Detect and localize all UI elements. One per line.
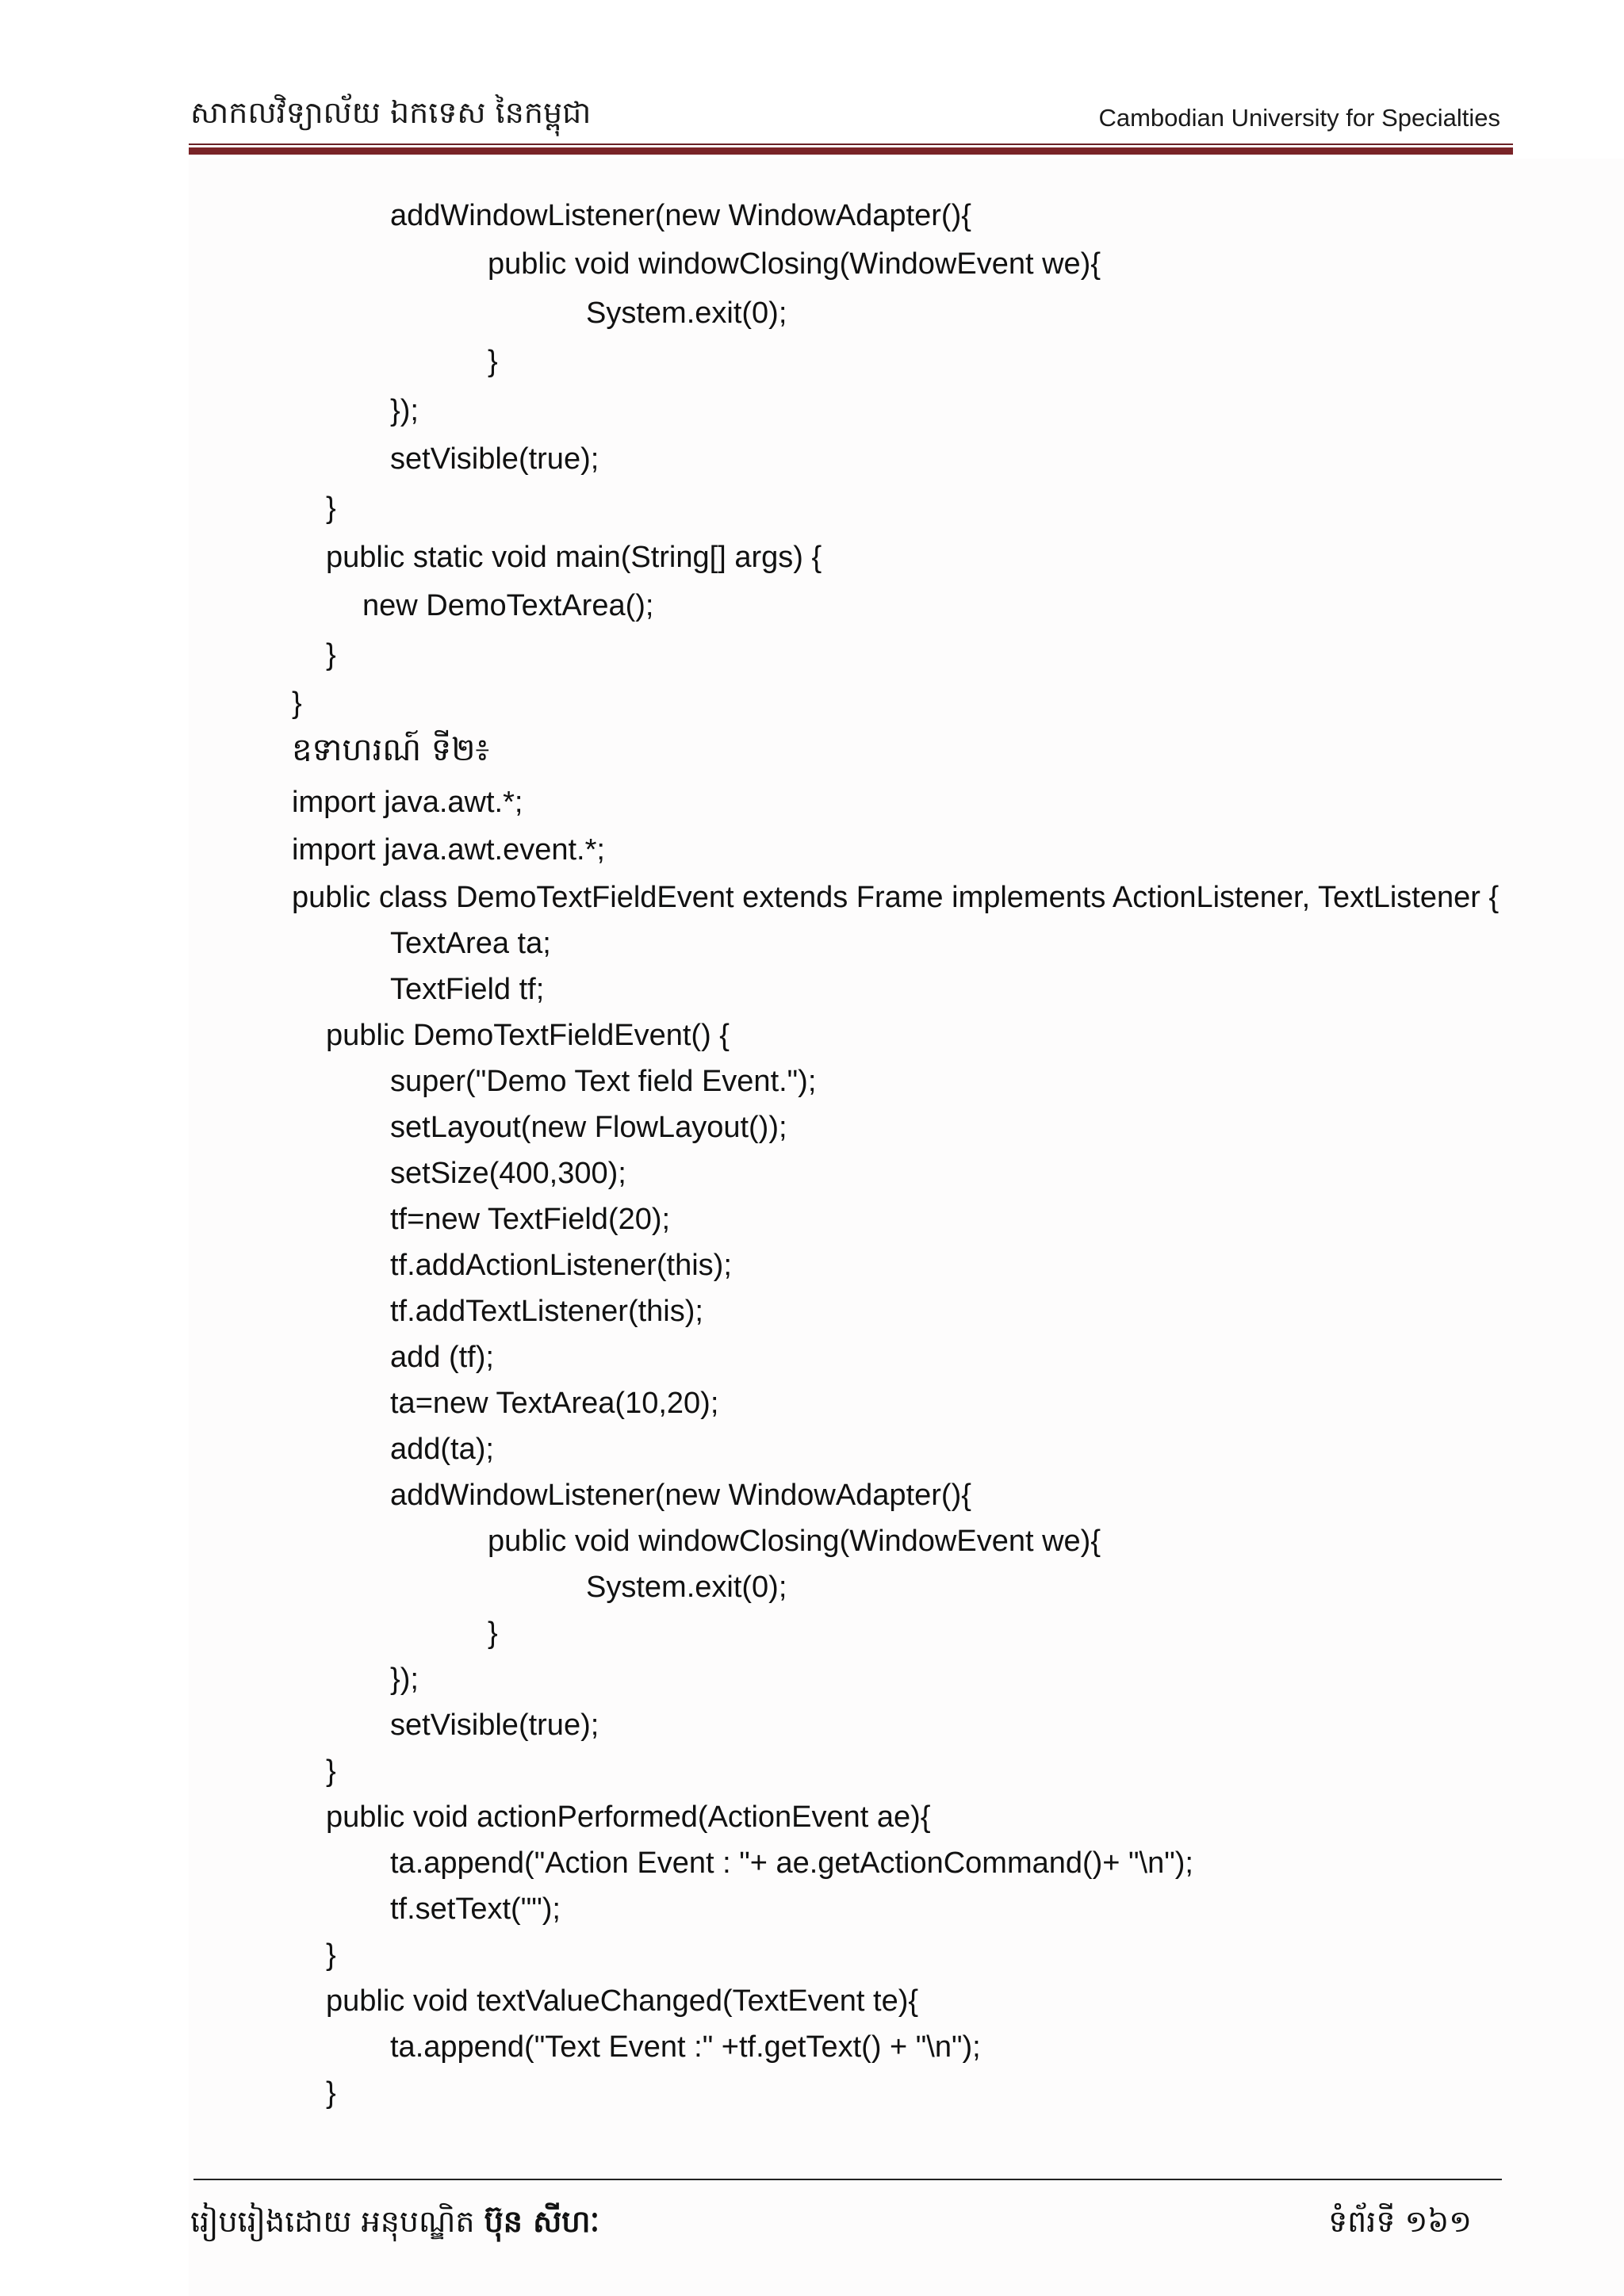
header-university-english: Cambodian University for Specialties <box>1098 104 1500 132</box>
code-line: ta=new TextArea(10,20); <box>390 1387 719 1420</box>
code-line: } <box>488 345 498 378</box>
code-line: setSize(400,300); <box>390 1157 626 1190</box>
code-line: tf.setText(""); <box>390 1892 561 1926</box>
code-line: } <box>488 1617 498 1650</box>
code-line: public void actionPerformed(ActionEvent ae){ <box>326 1800 931 1834</box>
footer-author-line <box>190 2202 599 2247</box>
example-heading: ឧទាហរណ៍ ទី២៖ <box>292 732 490 768</box>
code-line: tf.addActionListener(this); <box>390 1249 732 1282</box>
code-line: public class DemoTextFieldEvent extends Frame implements ActionListener, TextListener { <box>292 881 1500 914</box>
code-line: public void windowClosing(WindowEvent we){ <box>488 247 1101 281</box>
code-line: System.exit(0); <box>586 297 787 330</box>
code-line: setVisible(true); <box>390 442 599 476</box>
code-line: }); <box>390 1663 419 1696</box>
code-line: tf=new TextField(20); <box>390 1203 671 1236</box>
code-line: tf.addTextListener(this); <box>390 1295 703 1328</box>
code-line: } <box>326 492 336 525</box>
code-line: } <box>326 1938 336 1972</box>
code-line: add (tf); <box>390 1341 494 1374</box>
header-rule-thick <box>189 147 1513 155</box>
code-line: add(ta); <box>390 1433 494 1466</box>
header-rule-thin <box>189 144 1513 145</box>
code-line: ta.append("Text Event :" +tf.getText() + "\n"); <box>390 2030 981 2064</box>
code-line: TextField tf; <box>390 973 545 1006</box>
code-line: setVisible(true); <box>390 1709 599 1742</box>
code-line: System.exit(0); <box>586 1571 787 1604</box>
code-line: TextArea ta; <box>390 927 551 960</box>
footer-author-name: ប៊ុន សីហៈ <box>484 2204 600 2239</box>
code-line: } <box>326 2076 336 2110</box>
code-line: public void windowClosing(WindowEvent we){ <box>488 1525 1101 1558</box>
code-line: new DemoTextArea(); <box>362 589 654 622</box>
code-line: addWindowListener(new WindowAdapter(){ <box>390 199 971 232</box>
footer-prepared-by: រៀបរៀងដោយ អនុបណ្ឌិត <box>190 2204 475 2239</box>
code-line: public DemoTextFieldEvent() { <box>326 1019 730 1052</box>
code-line: } <box>292 687 302 720</box>
code-line: } <box>326 1755 336 1788</box>
footer-page-number: ទំព័រទី ១៦១ <box>1328 2204 1472 2239</box>
code-line: } <box>326 638 336 672</box>
code-line: addWindowListener(new WindowAdapter(){ <box>390 1479 971 1512</box>
code-line: super("Demo Text field Event."); <box>390 1065 817 1098</box>
code-line: setLayout(new FlowLayout()); <box>390 1111 787 1144</box>
code-line: import java.awt.event.*; <box>292 833 605 867</box>
code-line: }); <box>390 394 419 427</box>
code-line: public void textValueChanged(TextEvent te){ <box>326 1984 919 2018</box>
code-line: import java.awt.*; <box>292 786 523 819</box>
code-line: ta.append("Action Event : "+ ae.getActionCommand()+ "\n"); <box>390 1846 1193 1880</box>
footer-rule <box>193 2179 1502 2180</box>
code-line: public static void main(String[] args) { <box>326 541 822 574</box>
header-university-khmer: សាកលវិទ្យាល័យ ឯកទេស នៃកម្ពុជា <box>190 95 592 130</box>
